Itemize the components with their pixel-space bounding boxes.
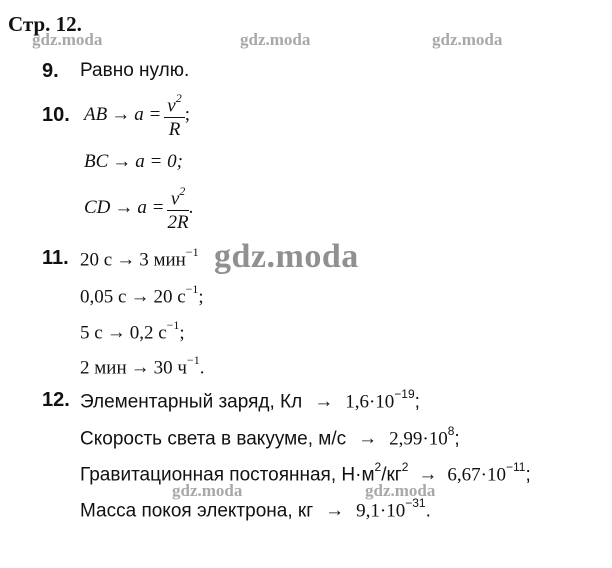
constant-row: Масса покоя электрона, кг → $9,1\cdot 10^{-31}$.	[80, 496, 431, 522]
watermark-large: gdz.moda	[214, 238, 359, 275]
conversion-line: 2 мин → 30 $ч^{-1}$.	[80, 353, 205, 379]
watermark: gdz.moda	[365, 481, 436, 500]
constant-row: Скорость света в вакууме, $м/с \to 2,99\cdot 10^8$;	[80, 424, 460, 450]
page-title: Стр. 12.	[8, 12, 82, 36]
constant-row: Гравитационная постоянная, $Н\cdot м^2/кг^2 \to 6,67\cdot 10^{-11}$;	[80, 460, 531, 486]
item-number: 9.	[42, 60, 59, 82]
conversion-line: 20 с → 3 мин$^{-1}$	[80, 245, 199, 271]
watermark: gdz.moda	[172, 481, 243, 500]
formula-bc: BC → a = 0;	[84, 151, 183, 172]
watermark: gdz.moda	[432, 30, 503, 49]
item-number: 12.	[42, 389, 70, 411]
watermark: gdz.moda	[32, 30, 103, 49]
watermark: gdz.moda	[240, 30, 311, 49]
constant-row: Элементарный заряд, Кл → $1,6\cdot 10^{-19}$;	[80, 387, 420, 413]
conversion-line: 5 с → 0,2 $с^{-1}$;	[80, 318, 185, 344]
item-number: 10.	[42, 104, 70, 126]
formula-ab: AB → a = $\frac{v^2}{R}$ ;	[84, 91, 191, 141]
conversion-line: 0,05 с → 20 $с^{-1}$;	[80, 282, 204, 308]
formula-cd: CD → a = $\frac{v^2}{2R}$ .	[84, 184, 194, 234]
item-number: 11.	[42, 247, 69, 269]
item-text: Равно нулю.	[80, 60, 190, 81]
